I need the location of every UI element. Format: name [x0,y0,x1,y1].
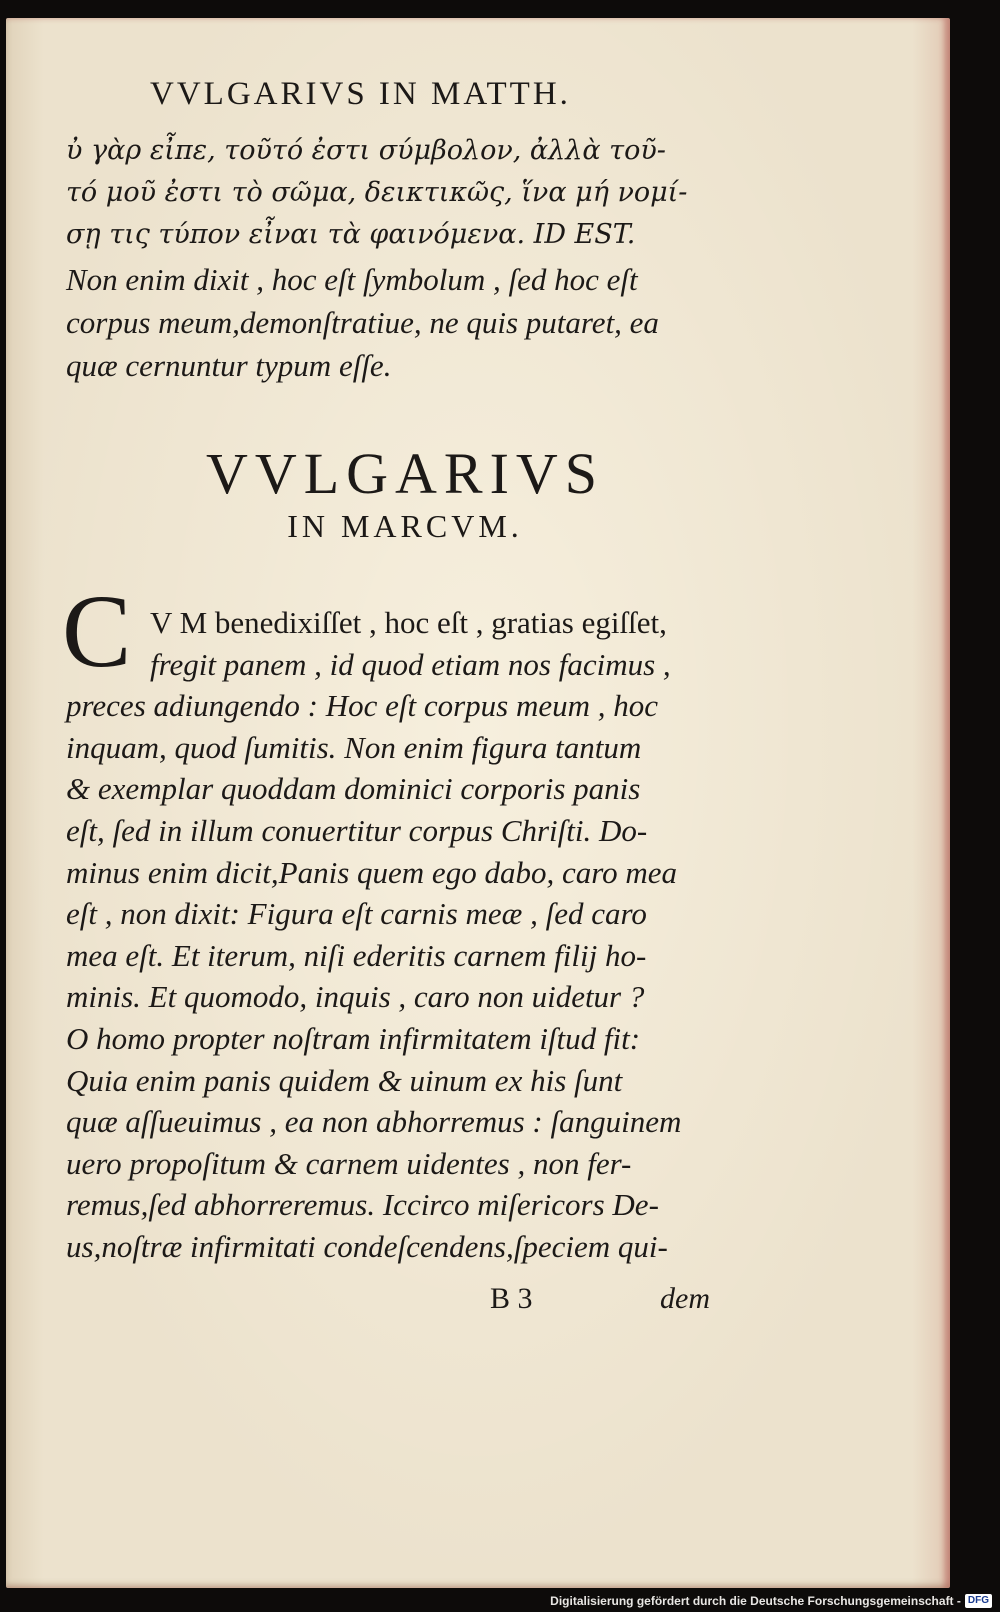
greek-line: ὐ γὰρ εἶπε, τοῦτό ἐστι σύμβολον, ἀλλὰ τοῦ- [66,135,666,166]
body-line: mea eſt. Et iterum, niſi ederitis carnem filij ho- [66,937,647,973]
body-line: us,noſtræ infirmitati condeſcendens,ſpeciem qui- [66,1228,668,1264]
signature-mark: B 3 [490,1282,533,1315]
section-subtitle: IN MARCVM. [287,508,523,544]
body-line: quæ aſſueuimus , ea non abhorremus : ſanguinem [66,1104,682,1140]
body-line-first: V M benedixiſſet , hoc eſt , gratias egiſſet, [150,605,667,640]
body-line: O homo propter noſtram infirmitatem iſtud fit: [66,1020,641,1056]
digitization-footer [550,1592,992,1610]
body-line: minus enim dicit,Panis quem ego dabo, caro mea [66,854,678,890]
body-line: remus,ſed abhorreremus. Iccirco miſericors De- [66,1187,659,1223]
latin-translation [66,258,746,387]
body-text [66,602,746,1268]
section-title: VVLGARIVS [205,441,605,506]
greek-line: τό μοῦ ἐστι τὸ σῶμα, δεικτικῶς, ἵνα μή νομί- [66,177,688,208]
latin-line: quæ cernuntur typum eſſe. [66,348,392,383]
latin-line: corpus meum,demonſtratiue, ne quis putaret, ea [66,305,659,340]
drop-cap: C [62,574,132,689]
greek-passage [66,130,726,256]
greek-line: σῃ τις τύπον εἶναι τὰ φαινόμενα. ID EST. [66,219,636,250]
body-line: Quia enim panis quidem & uinum ex his ſunt [66,1062,623,1098]
body-line: & exemplar quoddam dominici corporis panis [66,771,641,807]
body-line: eſt , non dixit: Figura eſt carnis meæ , ſed caro [66,896,647,932]
catchword: dem [660,1282,710,1315]
footer-text: Digitalisierung gefördert durch die Deutsche Forschungsgemeinschaft - [550,1594,961,1608]
body-line: minis. Et quomodo, inquis , caro non uidetur ? [66,979,645,1015]
body-line: uero propoſitum & carnem uidentes , non fer- [66,1145,632,1181]
body-line: eſt, ſed in illum conuertitur corpus Chriſti. Do- [66,812,648,848]
latin-line: Non enim dixit , hoc eſt ſymbolum , ſed hoc eſt [66,262,638,297]
running-head: VVLGARIVS IN MATTH. [150,76,571,112]
dfg-logo: DFG [965,1594,992,1608]
body-line: fregit panem , id quod etiam nos facimus , [150,646,671,682]
body-line: inquam, quod ſumitis. Non enim figura tantum [66,729,642,765]
body-line: preces adiungendo : Hoc eſt corpus meum , hoc [66,688,659,724]
